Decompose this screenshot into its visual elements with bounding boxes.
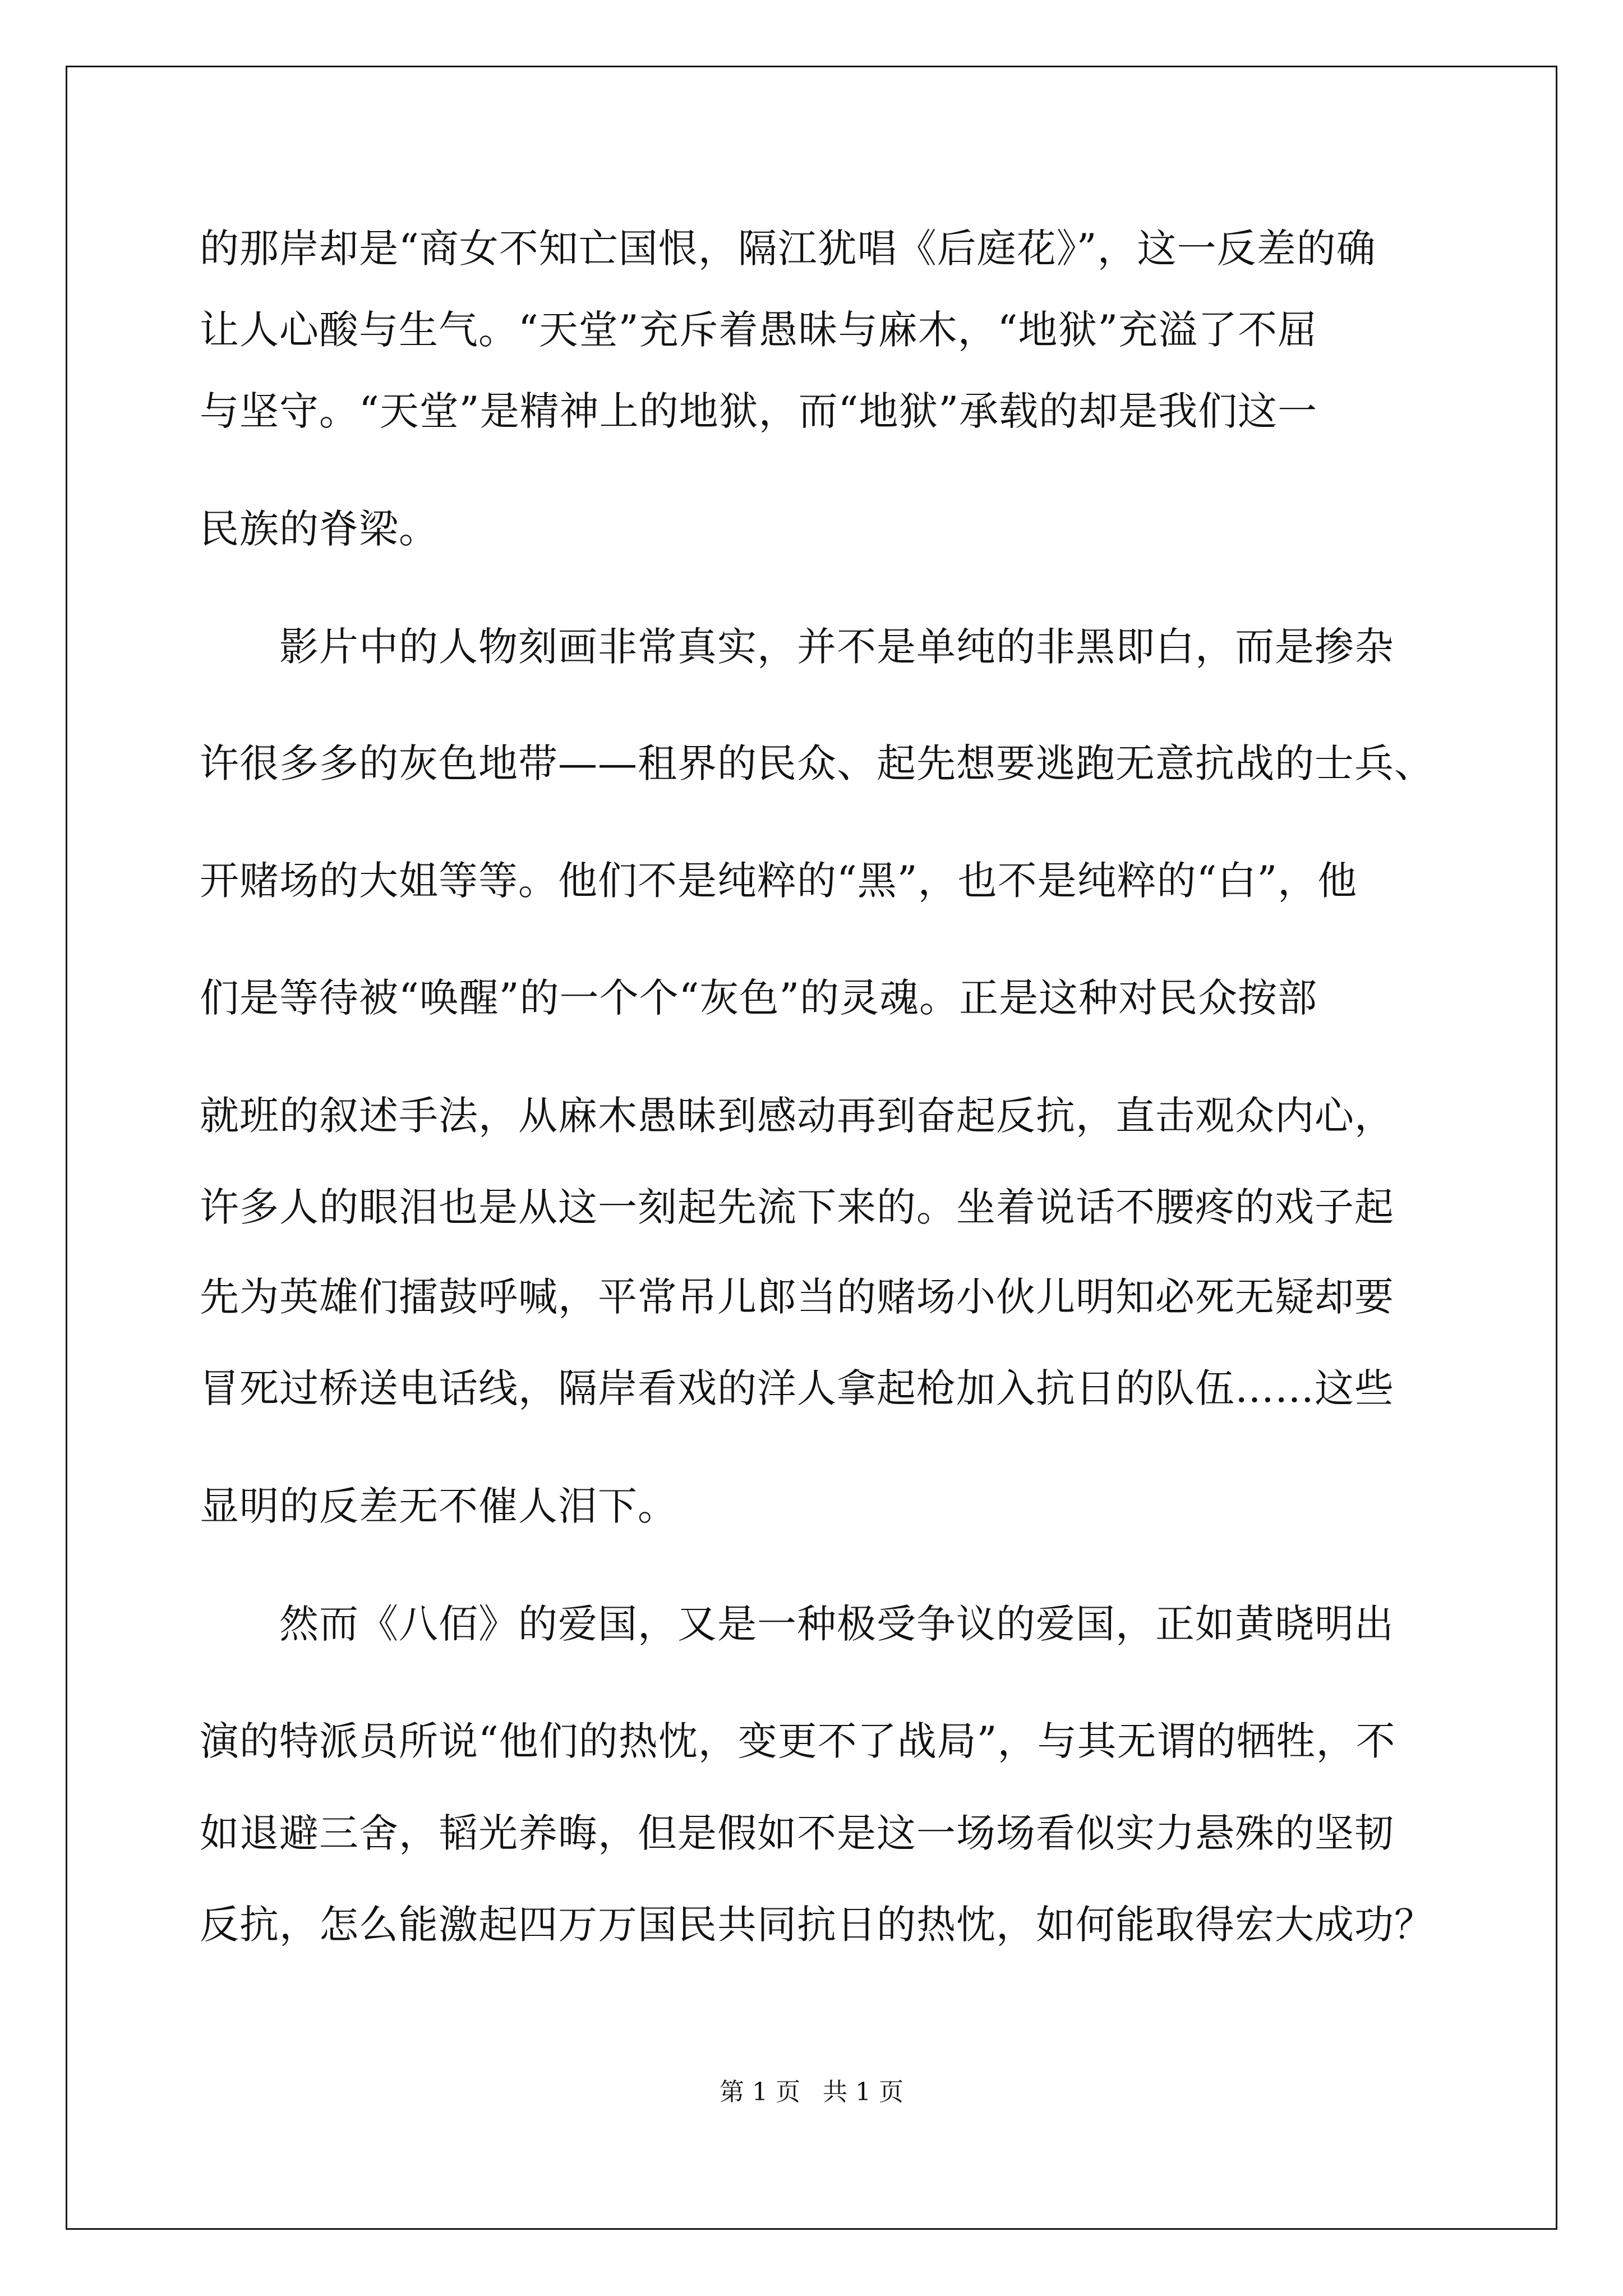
text-line: 民族的脊梁。	[200, 506, 439, 552]
paragraph-first-line: 然而《八佰》的爱国，又是一种极受争议的爱国，正如黄晓明出	[279, 1601, 1394, 1647]
text-line: 许多人的眼泪也是从这一刻起先流下来的。坐着说话不腰疼的戏子起	[200, 1184, 1394, 1230]
page-footer	[0, 2076, 1623, 2109]
text-line: 如退避三舍，韬光养晦，但是假如不是这一场场看似实力悬殊的坚韧	[200, 1810, 1394, 1856]
text-line: 就班的叙述手法，从麻木愚昧到感动再到奋起反抗，直击观众内心，	[200, 1093, 1394, 1139]
text-line: 让人心酸与生气。“天堂”充斥着愚昧与麻木，“地狱”充溢了不屈	[200, 307, 1318, 353]
page-number: 第 1 页	[720, 2078, 800, 2106]
text-line: 开赌场的大姐等等。他们不是纯粹的“黑”，也不是纯粹的“白”，他	[200, 858, 1358, 904]
text-line: 与坚守。“天堂”是精神上的地狱，而“地狱”承载的却是我们这一	[200, 388, 1318, 434]
text-line: 许很多多的灰色地带——租界的民众、起先想要逃跑无意抗战的士兵、	[200, 740, 1434, 786]
text-line: 演的特派员所说“他们的热忱，变更不了战局”，与其无谓的牺牲，不	[200, 1718, 1396, 1764]
text-line: 们是等待被“唤醒”的一个个“灰色”的灵魂。正是这种对民众按部	[200, 975, 1318, 1021]
text-line: 反抗，怎么能激起四万万国民共同抗日的热忱，如何能取得宏大成功？	[200, 1902, 1434, 1948]
text-line: 先为英雄们擂鼓呼喊，平常吊儿郎当的赌场小伙儿明知必死无疑却要	[200, 1274, 1394, 1320]
text-line: 冒死过桥送电话线，隔岸看戏的洋人拿起枪加入抗日的队伍……这些	[200, 1365, 1394, 1411]
paragraph-first-line: 影片中的人物刻画非常真实，并不是单纯的非黑即白，而是掺杂	[279, 624, 1394, 670]
text-line: 显明的反差无不催人泪下。	[200, 1483, 677, 1529]
text-line: 的那岸却是“商女不知亡国恨，隔江犹唱《后庭花》”，这一反差的确	[200, 226, 1376, 272]
page-total: 共 1 页	[823, 2078, 903, 2106]
